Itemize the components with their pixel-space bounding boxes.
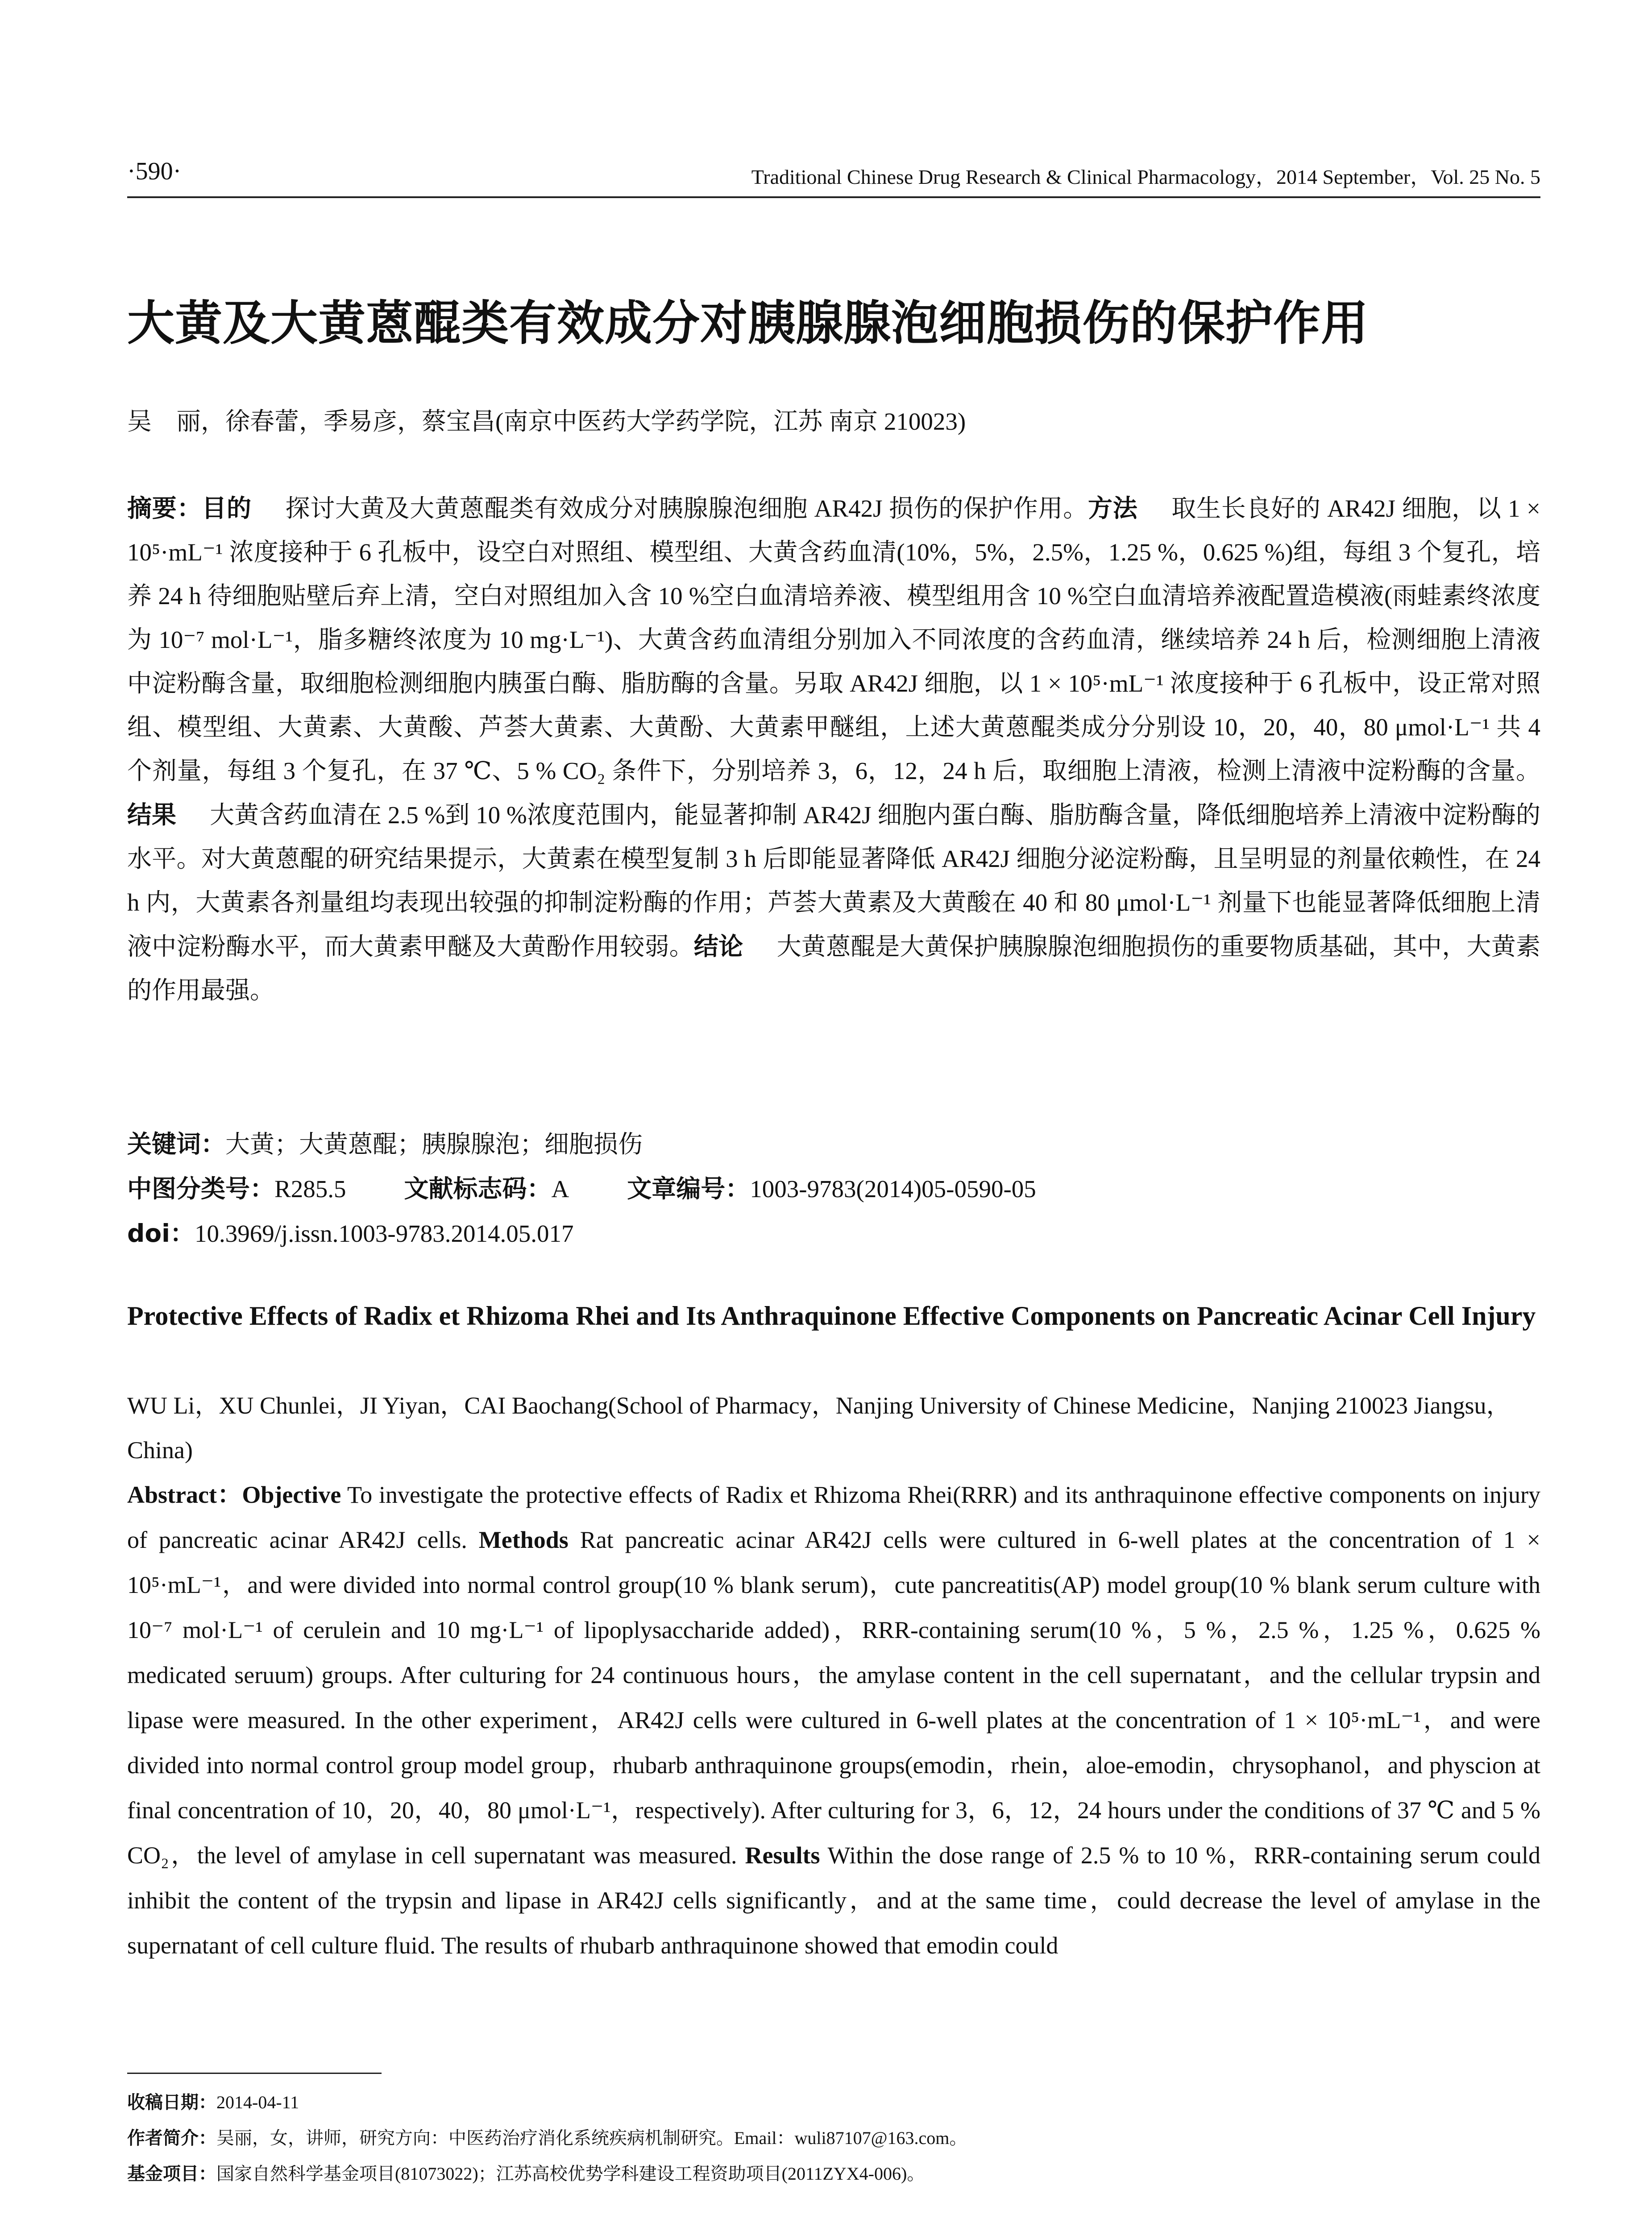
objective-text-cn: 探讨大黄及大黄蒽醌类有效成分对胰腺腺泡细胞 AR42J 损伤的保护作用。 [285, 495, 1088, 522]
header-rule [127, 196, 1540, 198]
methods-text-en: Rat pancreatic acinar AR42J cells were cultured in 6-well plates at the concentration of 1 × 10⁵·mL⁻¹，and were divided into normal control group(10 % blank serum)，cute pancreatitis(AP) model group(10 % blank serum culture with 10⁻⁷ mol·L⁻¹ of cerulein and 10 mg·L⁻¹ of lipoplysaccharide added)，RRR-containing serum(10 %，5 %，2.5 %，1.25 %，0.625 % medicated seruum) groups. After culturing for 24 continuous hours，the amylase content in the cell supernatant，and the cellular trypsin and lipase were measured. In the other experiment，AR42J cells were cultured in 6-well plates at the concentration of 1 × 10⁵·mL⁻¹，and were divided into normal control group model group，rhubarb anthraquinone groups(emodin，rhein，aloe-emodin，chrysophanol，and physcion at final concentration of 10，20，40，80 μmol·L⁻¹，respectively). After culturing for 3，6，12，24 hours under the conditions of 37 ℃ and 5 % CO₂，the level of amylase in cell supernatant was measured. [127, 1526, 1541, 1869]
title-en: Protective Effects of Radix et Rhizoma Rhei and Its Anthraquinone Effective Components on Pancreatic Acinar Cell Injury [127, 1301, 1536, 1331]
clc-label: 中图分类号： [127, 1174, 275, 1203]
clc-value: R285.5 [274, 1175, 346, 1203]
doi-value: 10.3969/j.issn.1003-9783.2014.05.017 [195, 1220, 574, 1247]
footnote-received [127, 2088, 299, 2114]
conclusion-label-cn: 结论 [693, 932, 743, 961]
footnote-author [127, 2124, 967, 2149]
objective-label-cn: 目的 [202, 494, 252, 523]
received-value: 2014-04-11 [216, 2092, 299, 2112]
abstract-en [127, 1472, 1540, 1968]
abstract-label-en: Abstract： [127, 1481, 242, 1508]
classification-row [127, 1169, 1036, 1204]
objective-text-en: To investigate the protective effects of Radix et Rhizoma Rhei(RRR) and its anthraquinone effective components on injury of pancreatic acinar AR42J cells. [127, 1481, 1540, 1553]
results-label-cn: 结果 [127, 800, 177, 829]
results-text-cn: 大黄含药血清在 2.5 %到 10 %浓度范围内，能显著抑制 AR42J 细胞内蛋白酶、脂肪酶含量，降低细胞培养上清液中淀粉酶的水平。对大黄蒽醌的研究结果提示，大黄素在模型复制 3 h 后即能显著降低 AR42J 细胞分泌淀粉酶，且呈明显的剂量依赖性，在 24 h 内，大黄素各剂量组均表现出较强的抑制淀粉酶的作用；芦荟大黄素及大黄酸在 40 和 80 μmol·L⁻¹ 剂量下也能显著降低细胞上清液中淀粉酶水平，而大黄素甲醚及大黄酚作用较弱。 [127, 801, 1540, 960]
conclusion-text-cn: 大黄蒽醌是大黄保护胰腺腺泡细胞损伤的重要物质基础，其中，大黄素的作用最强。 [127, 933, 1540, 1004]
methods-text-cn: 取生长良好的 AR42J 细胞，以 1 × 10⁵·mL⁻¹ 浓度接种于 6 孔板中，设空白对照组、模型组、大黄含药血清(10%，5%，2.5%，1.25 %，0.625 %)组，每组 3 个复孔，培养 24 h 待细胞贴壁后弃上清，空白对照组加入含 10 %空白血清培养液、模型组用含 10 %空白血清培养液配置造模液(雨蛙素终浓度为 10⁻⁷ mol·L⁻¹，脂多糖终浓度为 10 mg·L⁻¹)、大黄含药血清组分别加入不同浓度的含药血清，继续培养 24 h 后，检测细胞上清液中淀粉酶含量，取细胞检测细胞内胰蛋白酶、脂肪酶的含量。另取 AR42J 细胞，以 1 × 10⁵·mL⁻¹ 浓度接种于 6 孔板中，设正常对照组、模型组、大黄素、大黄酸、芦荟大黄素、大黄酚、大黄素甲醚组，上述大黄蒽醌类成分分别设 10，20，40，80 μmol·L⁻¹ 共 4 个剂量，每组 3 个复孔，在 37 ℃、5 % CO₂ 条件下，分别培养 3，6，12，24 h 后，取细胞上清液，检测上清液中淀粉酶的含量。 [127, 495, 1540, 784]
results-text-en: Within the dose range of 2.5 % to 10 %，RRR-containing serum could inhibit the content of the trypsin and lipase in AR42J cells significantly，and at the same time，could decrease the level of amylase in the supernatant of cell culture fluid. The results of rhubarb anthraquinone showed that emodin could [127, 1842, 1540, 1959]
doc-code-value: A [551, 1175, 569, 1203]
author-bio-value: 吴丽，女，讲师，研究方向：中医药治疗消化系统疾病机制研究。Email：wuli87107@163.com。 [216, 2128, 967, 2148]
keywords-cn [127, 1124, 643, 1160]
author-bio-label: 作者简介： [127, 2128, 216, 2148]
abstract-label-cn: 摘要： [127, 494, 202, 523]
authors-cn: 吴 丽，徐春蕾，季易彦，蔡宝昌(南京中医药大学药学院，江苏 南京 210023) [127, 408, 966, 435]
page-number: ·590· [127, 158, 182, 185]
footnote-fund [127, 2160, 925, 2185]
keywords-label-cn: 关键词： [127, 1130, 226, 1158]
objective-label-en: Objective [242, 1481, 341, 1508]
fund-value: 国家自然科学基金项目(81073022)；江苏高校优势学科建设工程资助项目(2011ZYX4-006)。 [216, 2164, 925, 2184]
footnote-rule [127, 2073, 382, 2074]
doi-label: doi： [127, 1219, 195, 1248]
doi-row [127, 1214, 573, 1249]
doc-code-label: 文献标志码： [404, 1174, 552, 1203]
received-label: 收稿日期： [127, 2092, 216, 2113]
results-label-en: Results [745, 1842, 820, 1869]
article-no-label: 文章编号： [627, 1174, 750, 1203]
methods-label-cn: 方法 [1087, 494, 1138, 523]
abstract-cn [127, 486, 1540, 1012]
journal-header: Traditional Chinese Drug Research & Clinical Pharmacology，2014 September，Vol. 25 No. 5 [751, 166, 1540, 188]
article-no-value: 1003-9783(2014)05-0590-05 [750, 1175, 1036, 1203]
methods-label-en: Methods [478, 1526, 569, 1553]
fund-label: 基金项目： [127, 2164, 216, 2184]
title-cn: 大黄及大黄蒽醌类有效成分对胰腺腺泡细胞损伤的保护作用 [127, 296, 1369, 351]
keywords-text-cn: 大黄；大黄蒽醌；胰腺腺泡；细胞损伤 [225, 1131, 643, 1158]
authors-en: WU Li，XU Chunlei，JI Yiyan，CAI Baochang(School of Pharmacy，Nanjing University of Chinese Medicine，Nanjing 210023 Jiangsu，China) [127, 1392, 1511, 1464]
